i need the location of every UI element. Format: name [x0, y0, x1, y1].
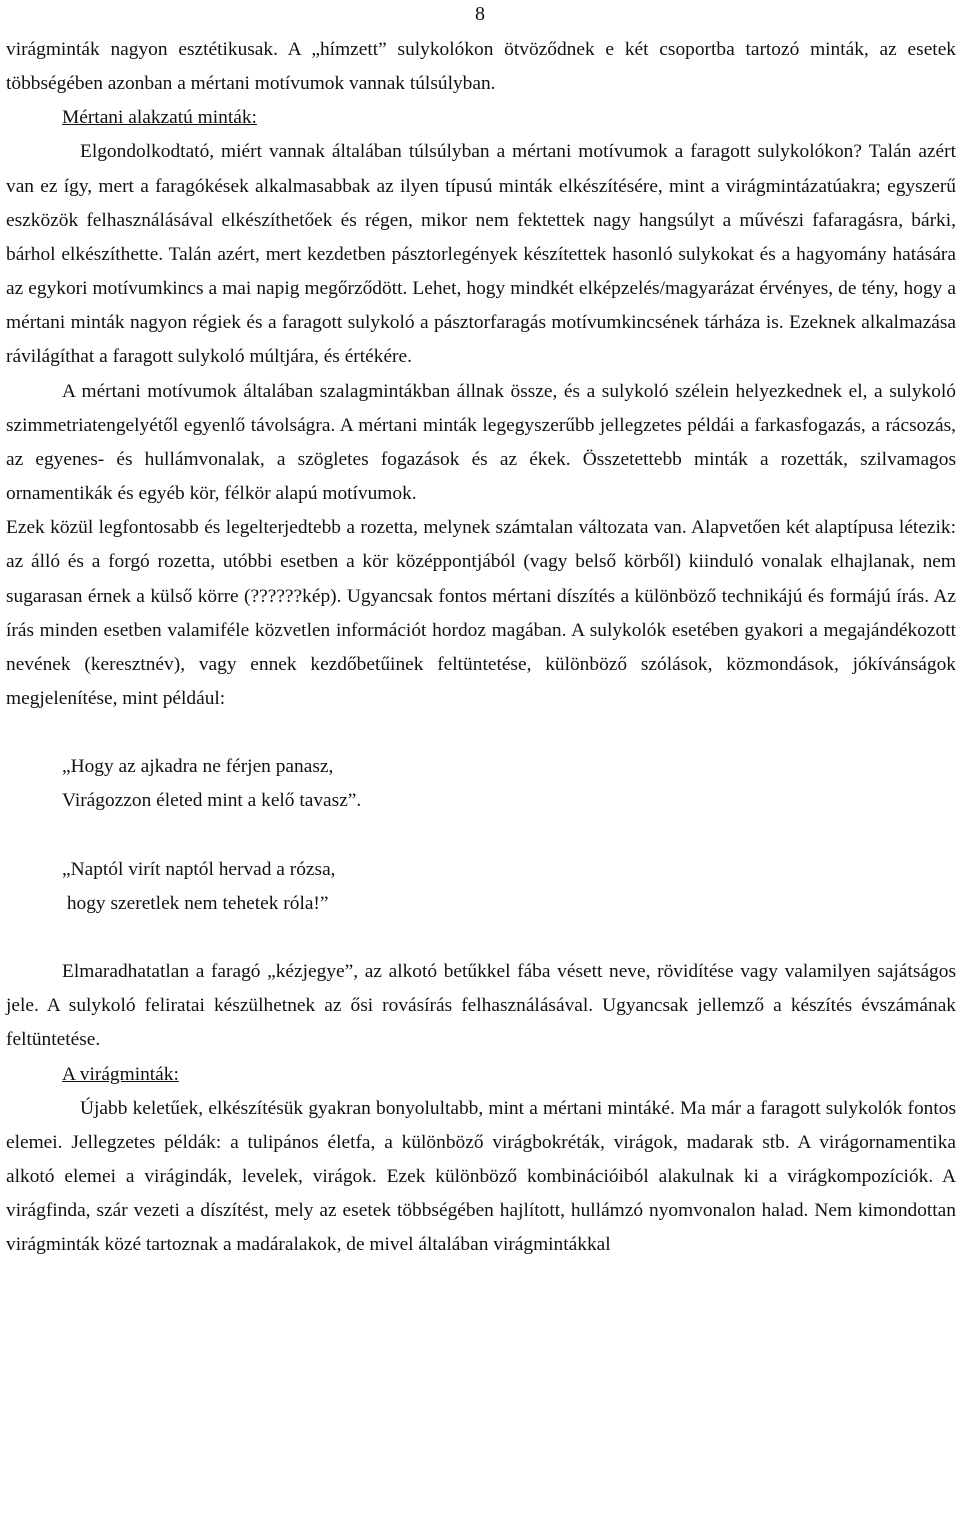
paragraph-signature: Elmaradhatatlan a faragó „kézjegye”, az alkotó betűkkel fába vésett neve, rövidítése vagy valamilyen sajátságos jele. A sulykoló feliratai készülhetnek az ősi rovásírás felhasználásával. Ugyancsak jellemző a készítés évszámának feltüntetése.	[6, 961, 956, 1051]
paragraph-rosette: Ezek közül legfontosabb és legelterjedtebb a rozetta, melynek számtalan változata van. Alapvetően két alaptípusa létezik: az álló és a forgó rozetta, utóbbi esetben a kör középpontjából (vagy belső körből) kiinduló vonalak elhajlanak, nem sugarasan érnek a külső körre (??????kép). Ugyancsak fontos mértani díszítés a különböző technikájú és formájú írás. Az írás minden esetben valamiféle közvetlen információt hordoz magában. A sulykolók esetében gyakori a megajándékozott nevének (keresztnév), vagy ennek kezdőbetűinek feltüntetése, különböző szólások, közmondások, jókívánságok megjelenítése, mint például:	[6, 517, 956, 709]
poem-line: „Hogy az ajkadra ne férjen panasz,	[62, 756, 334, 778]
paragraph-geometric-bands: A mértani motívumok általában szalagmintákban állnak össze, és a sulykoló szélein helyezkednek el, a sulykoló szimmetriatengelyétől egyenlő távolságra. A mértani minták legegyszerűbb jellegzetes példái a farkasfogazás, a rácsozás, az egyenes- és hullámvonalak, a szögletes fogazások és az ékek. Összetettebb minták a rozetták, szilvamagos ornamentikák és egyéb kör, félkör alapú motívumok.	[6, 380, 956, 505]
section-heading-floral	[6, 1058, 956, 1092]
page-number: 8	[475, 3, 485, 25]
spacer	[6, 921, 956, 955]
paragraph-geometric-why: Elgondolkodtató, miért vannak általában túlsúlyban a mértani motívumok a faragott sulykolókon? Talán azért van ez így, mert a faragókések alkalmasabbak az ilyen típusú minták elkészítésére, mint a virágmintázatúakra; egyszerű eszközök felhasználásával elkészíthetőek és régen, mikor nem fektettek nagy hangsúlyt a művészi fafaragásra, bárki, bárhol elkészíthette. Talán azért, mert kezdetben pásztorlegények készítettek hasonló sulykokat és a hagyomány hatására az egykori motívumkincs a mai napig megőrződött. Lehet, hogy mindkét elképzelés/magyarázat érvényes, de tény, hogy a mértani minták nagyon régiek és a faragott sulykoló a pásztorfaragás motívumkincsének tárháza is. Ezeknek alkalmazása rávilágíthat a faragott sulykoló múltjára, és értékére.	[6, 141, 956, 368]
poem-line: „Naptól virít naptól hervad a rózsa,	[62, 858, 336, 880]
heading-geometric-text: Mértani alakzatú minták:	[62, 107, 257, 129]
poem-line: Virágozzon életed mint a kelő tavasz”.	[62, 790, 362, 812]
paragraph-intro: virágminták nagyon esztétikusak. A „hímzett” sulykolókon ötvöződnek e két csoportba tartozó minták, az esetek többségében azonban a mértani motívumok vannak túlsúlyban.	[6, 39, 956, 95]
spacer	[6, 716, 956, 750]
poem-line: hogy szeretlek nem tehetek róla!”	[62, 892, 329, 914]
document-body	[6, 33, 956, 1263]
section-heading-geometric	[6, 101, 956, 135]
heading-floral-text: A virágminták:	[62, 1063, 179, 1085]
spacer	[6, 819, 956, 853]
paragraph-floral: Újabb keletűek, elkészítésük gyakran bonyolultabb, mint a mértani mintáké. Ma már a faragott sulykolók fontos elemei. Jellegzetes példák: a tulipános életfa, a különböző virágbokréták, virágok, madarak stb. A virágornamentika alkotó elemei a virágindák, levelek, virágok. Ezek különböző kombinációiból alakulnak ki a virágkompozíciók. A virágfinda, szár vezeti a díszítést, mely az esetek többségében hajlított, hullámzó nyomvonalon halad. Nem kimondottan virágminták közé tartoznak a madáralakok, de mivel általában virágmintákkal	[6, 1097, 956, 1256]
